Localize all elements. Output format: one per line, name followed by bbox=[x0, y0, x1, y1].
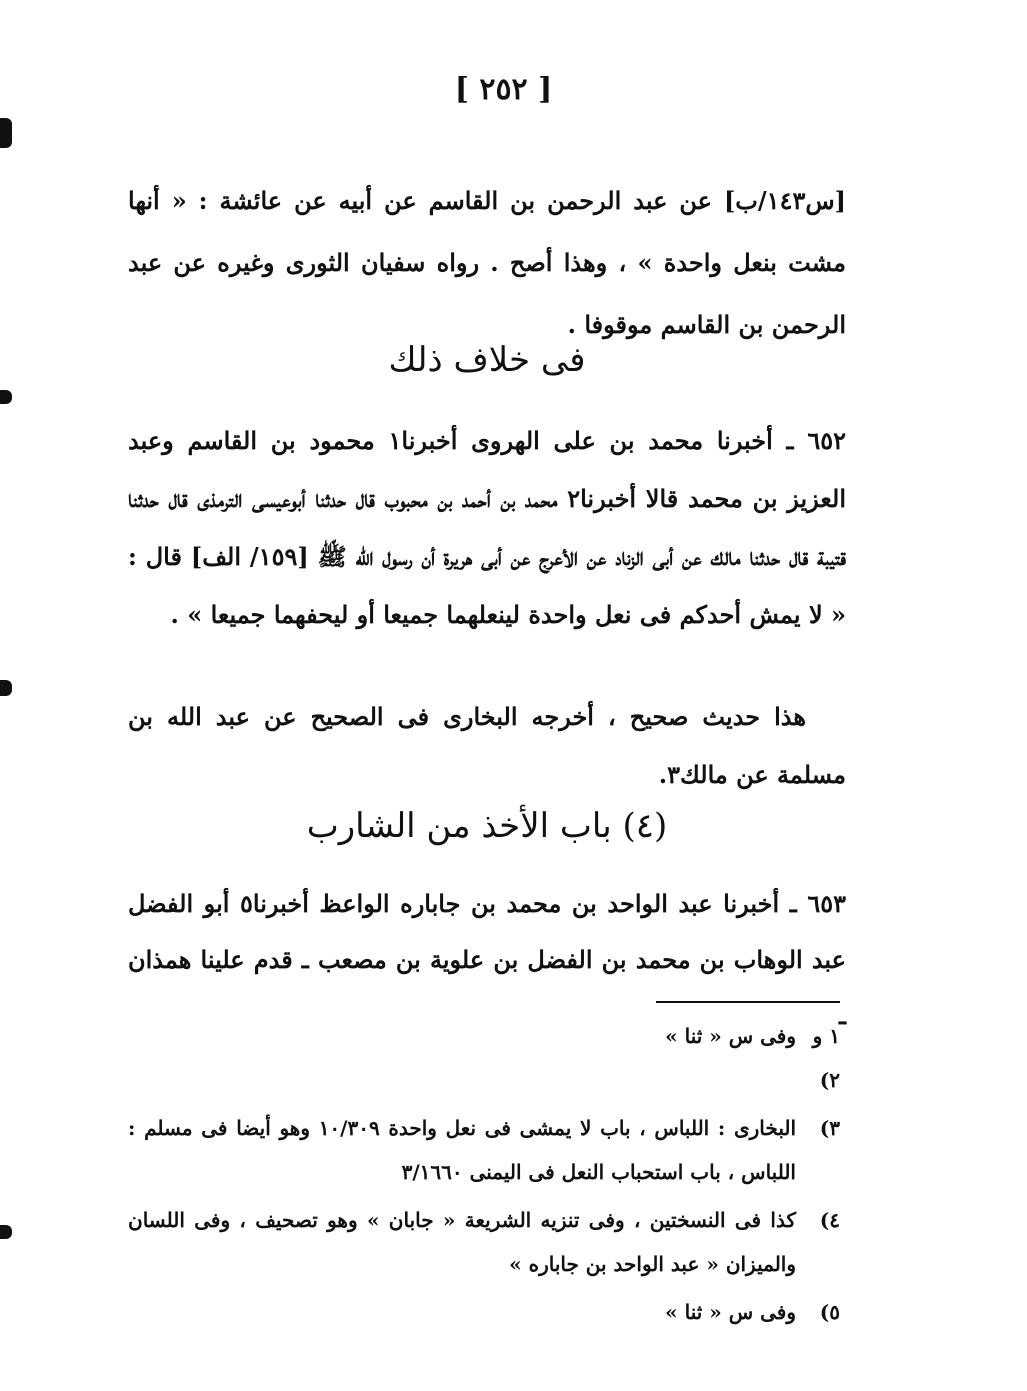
hadith-653-paragraph: ٦٥٣ ـ أخبرنا عبد الواحد بن محمد بن جاباره الواعظ أخبرنا٥ أبو الفضل عبد الوهاب بن محمد بن الفضل بن علوية بن مصعب ـ قدم علينا همذان ـ bbox=[128, 889, 846, 1030]
page-number: [ ٢٥٢ ] bbox=[454, 72, 553, 107]
scan-edge-mark bbox=[0, 118, 12, 148]
footnote-number: ٤) bbox=[819, 1208, 840, 1232]
footnote-4 bbox=[128, 1198, 840, 1286]
footnotes bbox=[128, 1014, 840, 1338]
hadith-652-note: هذا حديث صحيح ، أخرجه البخارى فى الصحيح عن عبد الله بن مسلمة عن مالك٣. bbox=[128, 702, 846, 789]
footnote-number: ٣) bbox=[819, 1116, 840, 1140]
section-heading-2: (٤) باب الأخذ من الشارب bbox=[306, 806, 668, 846]
footnote-number: ١ و ٢) bbox=[812, 1024, 840, 1092]
scan-edge-mark bbox=[0, 680, 12, 696]
footnote-text: وفى س « ثنا » bbox=[665, 1300, 796, 1324]
scan-edge-mark bbox=[0, 1225, 12, 1239]
intro-paragraph: [س١٤٣/ب] عن عبد الرحمن بن القاسم عن أبيه عن عائشة : « أنها مشت بنعل واحدة » ، وهذا أصح . رواه سفيان الثورى وغيره عن عبد الرحمن بن القاسم موقوفا . bbox=[128, 186, 846, 339]
footnote-number: ٥) bbox=[819, 1300, 840, 1324]
footnote-text: كذا فى النسختين ، وفى تنزيه الشريعة « جابان » وهو تصحيف ، وفى اللسان والميزان « عبد الواحد بن جاباره » bbox=[128, 1208, 796, 1276]
footnote-text: وفى س « ثنا » bbox=[665, 1024, 796, 1048]
scan-edge-mark bbox=[0, 390, 12, 404]
section-heading-1: فى خلاف ذلك bbox=[388, 340, 586, 380]
footnote-5 bbox=[128, 1290, 840, 1334]
footnote-text: البخارى : اللباس ، باب لا يمشى فى نعل واحدة ١٠/٣٠٩ وهو أيضا فى مسلم : اللباس ، باب استحباب النعل فى اليمنى ٣/١٦٦٠ bbox=[128, 1116, 797, 1184]
footnote-1-2 bbox=[128, 1014, 840, 1102]
footnote-3 bbox=[128, 1106, 840, 1194]
footnote-divider bbox=[656, 1001, 840, 1003]
hadith-652-paragraph: ٦٥٢ ـ أخبرنا محمد بن على الهروى أخبرنا١ محمود بن القاسم وعبد العزيز بن محمد قالا أخبرنا٢ محمد بن أحمد بن محبوب قال حدثنا أبوعيسى الترمذى قال حدثنا قتيبة قال حدثنا مالك عن أبى الزناد عن الأعرج عن أبى هريرة أن رسول الله ﷺ [١٥٩/ الف] قال : « لا يمش أحدكم فى نعل واحدة لينعلهما جميعا أو ليحفهما جميعا » . bbox=[128, 426, 846, 629]
